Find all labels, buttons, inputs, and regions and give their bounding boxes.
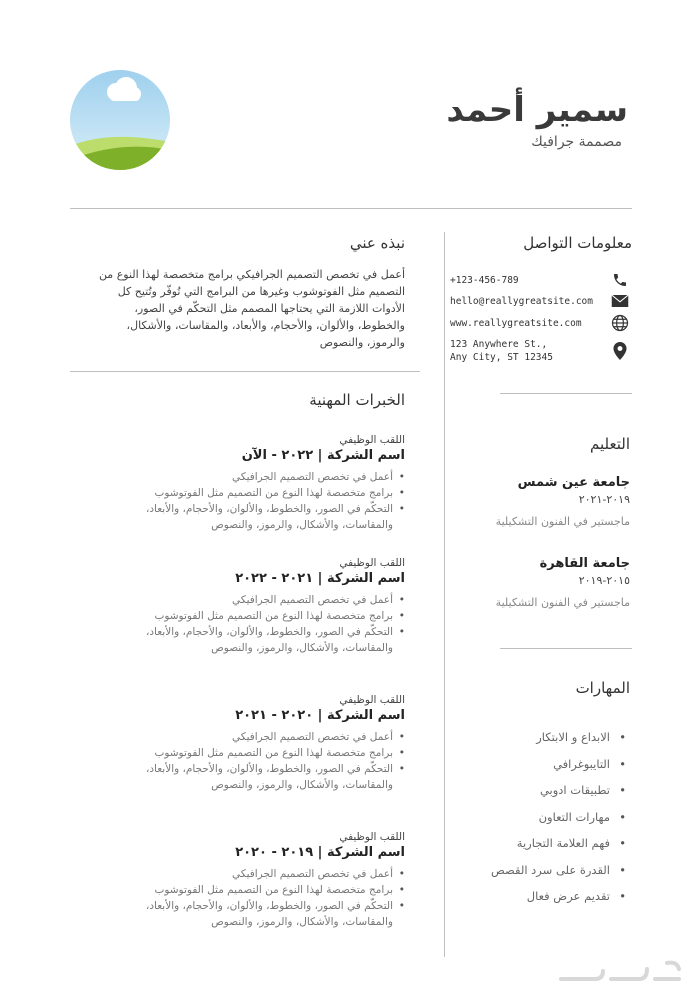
job-title: اللقب الوظيفي <box>339 557 405 569</box>
contact-phone <box>450 270 630 290</box>
person-name: سمير أحمد <box>446 90 628 130</box>
job-bullets <box>105 469 405 533</box>
header-divider <box>70 208 632 209</box>
skill-item: • الابداع و الابتكار <box>430 724 630 751</box>
education-entry <box>430 555 630 611</box>
job-company: اسم الشركة | ٢٠٢٠ - ٢٠٢١ <box>235 708 405 723</box>
email-text[interactable]: hello@reallygreatsite.com <box>450 295 593 307</box>
job-bullet: • أعمل في تخصص التصميم الجرافيكي <box>105 866 405 882</box>
contact-email <box>450 291 630 311</box>
education-years: ٢٠١٩-٢٠٢١ <box>578 493 630 506</box>
education-heading: التعليم <box>590 435 630 453</box>
about-divider <box>70 371 420 372</box>
job-entry <box>105 556 405 656</box>
website-text[interactable]: www.reallygreatsite.com <box>450 317 582 329</box>
skill-item: • القدرة على سرد القصص <box>430 857 630 884</box>
job-bullet: • برامج متخصصة لهذا النوع من التصميم مثل الفوتوشوب <box>105 485 405 501</box>
skill-item: • التايبوغرافي <box>430 751 630 778</box>
job-bullet: • أعمل في تخصص التصميم الجرافيكي <box>105 469 405 485</box>
skills-heading: المهارات <box>575 679 630 697</box>
address-line1: 123 Anywhere St., <box>450 339 548 350</box>
address-line2: Any City, ST 12345 <box>450 352 553 363</box>
contact-divider <box>500 393 632 394</box>
education-school: جامعة القاهرة <box>539 556 630 571</box>
envelope-icon <box>610 291 630 311</box>
job-bullet: • أعمل في تخصص التصميم الجرافيكي <box>105 592 405 608</box>
phone-icon <box>610 270 630 290</box>
landscape-photo-icon <box>70 70 170 170</box>
location-pin-icon <box>610 341 630 361</box>
education-divider <box>500 648 632 649</box>
job-bullet: • برامج متخصصة لهذا النوع من التصميم مثل الفوتوشوب <box>105 608 405 624</box>
haraj-watermark-logo <box>555 955 685 987</box>
job-entry <box>105 830 405 930</box>
skill-item: • مهارات التعاون <box>430 804 630 831</box>
job-bullet: • التحكّم في الصور، والخطوط، والألوان، والأحجام، والأبعاد، والمقاسات، والأشكال، والرموز، والنصوص <box>105 898 405 930</box>
job-bullets <box>105 592 405 656</box>
job-bullet: • أعمل في تخصص التصميم الجرافيكي <box>105 729 405 745</box>
job-bullets <box>105 729 405 793</box>
profile-photo <box>70 70 170 170</box>
job-company: اسم الشركة | ٢٠٢٢ - الآن <box>241 448 405 463</box>
globe-icon <box>610 313 630 333</box>
skills-list <box>430 724 630 910</box>
education-degree: ماجستير في الفنون التشكيلية <box>495 596 630 609</box>
skill-item: • فهم العلامة التجارية <box>430 830 630 857</box>
job-entry <box>105 693 405 793</box>
job-company: اسم الشركة | ٢٠٢١ - ٢٠٢٢ <box>235 571 405 586</box>
job-bullet: • التحكّم في الصور، والخطوط، والألوان، والأحجام، والأبعاد، والمقاسات، والأشكال، والرموز، والنصوص <box>105 761 405 793</box>
contact-website <box>450 313 630 333</box>
job-title: اللقب الوظيفي <box>339 694 405 706</box>
contact-heading: معلومات التواصل <box>523 234 632 252</box>
job-bullet: • برامج متخصصة لهذا النوع من التصميم مثل الفوتوشوب <box>105 745 405 761</box>
job-entry <box>105 433 405 533</box>
about-text: أعمل في تخصص التصميم الجرافيكي برامج متخصصة لهذا النوع من التصميم مثل الفوتوشوب وغيرها من البرامج التي تُوفّر وتُتيح كل الأدوات اللازمة التي يحتاجها المصمم مثل التحكّم في الصور، والخطوط، والألوان، والأحجام، والأبعاد، والمقاسات، والأشكال، والرموز، والنصوص <box>98 268 405 349</box>
job-bullet: • التحكّم في الصور، والخطوط، والألوان، والأحجام، والأبعاد، والمقاسات، والأشكال، والرموز، والنصوص <box>105 501 405 533</box>
job-bullet: • برامج متخصصة لهذا النوع من التصميم مثل الفوتوشوب <box>105 882 405 898</box>
contact-address <box>450 338 630 364</box>
education-degree: ماجستير في الفنون التشكيلية <box>495 515 630 528</box>
person-role: مصممة جرافيك <box>531 134 622 150</box>
education-school: جامعة عين شمس <box>517 475 630 490</box>
education-entry <box>430 474 630 530</box>
skill-item: • تقديم عرض فعال <box>430 883 630 910</box>
job-bullet: • التحكّم في الصور، والخطوط، والألوان، والأحجام، والأبعاد، والمقاسات، والأشكال، والرموز، والنصوص <box>105 624 405 656</box>
education-years: ٢٠١٥-٢٠١٩ <box>578 574 630 587</box>
job-title: اللقب الوظيفي <box>339 831 405 843</box>
job-title: اللقب الوظيفي <box>339 434 405 446</box>
job-bullets <box>105 866 405 930</box>
about-heading: نبذه عني <box>349 234 405 252</box>
job-company: اسم الشركة | ٢٠١٩ - ٢٠٢٠ <box>235 845 405 860</box>
address-text <box>450 338 598 364</box>
experience-heading: الخبرات المهنية <box>309 391 405 409</box>
phone-text: +123-456-789 <box>450 274 519 286</box>
skill-item: • تطبيقات ادوبي <box>430 777 630 804</box>
